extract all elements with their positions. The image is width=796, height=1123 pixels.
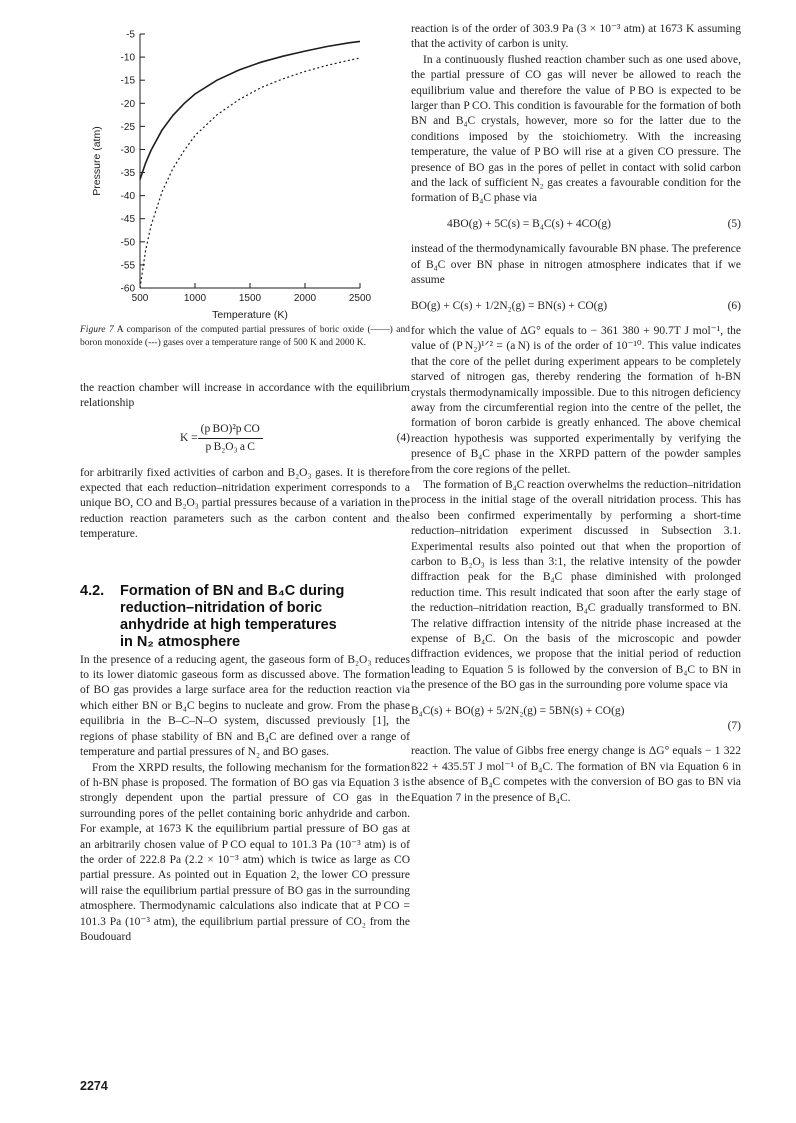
x-axis-label: Temperature (K) [212, 309, 288, 321]
y-tick-label: -15 [120, 75, 135, 87]
right-paragraph-1: reaction is of the order of 303.9 Pa (3 × 10⁻³ atm) at 1673 K assuming that the activity of carbon is unity. [411, 23, 741, 51]
right-paragraph-2: In a continuously flushed reaction chamber such as one used above, the partial pressure of CO gas will never be allowed to reach the equilibrium value and therefore the value of P BO is expected to be larger than P CO. This condition is favourable for the formation of both BN and B₄C crystals, however, more so for the latter due to the conditions imposed by the stoichiometry. With the increasing temperature, the value of P BO will rise at a given CO pressure. The presence of BO gas in the pores of pellet in contact with solid carbon and the lack of sufficient N₂ gas creates a favourable condition for the formation of B₄C phase via [411, 53, 741, 205]
eq4-number: (4) [396, 432, 410, 445]
figure-7 [80, 0, 410, 321]
page-number: 2274 [80, 1079, 108, 1093]
right-column [411, 22, 741, 806]
x-tick-label: 500 [131, 293, 149, 304]
eq4-fraction [198, 422, 263, 456]
left-column [80, 0, 410, 945]
right-paragraph-6: reaction. The value of Gibbs free energy change is ΔG° equals − 1 322 822 + 435.5T J mol⁻¹ of B₄C. The formation of BN via Equation 6 in the absence of B₄C competes with the conversion of BO gas to BN via Equation 7 in the presence of B₄C. [411, 745, 741, 804]
right-paragraph-4: for which the value of ΔG° equals to − 361 380 + 90.7T J mol⁻¹, the value of (P N₂)¹ᐟ² = (a N) is of the order of 10⁻¹⁰. This value indicates that the core of the pellet during experiment appears to be completely starved of nitrogen gas, thereby rendering the formation of h-BN crystals thermodynamically impossible. Due to this nitrogen deficiency away from the circumferential region into the centre of the pellet, the formation of boron carbide is greatly enhanced. The above chemical reaction hypothesis was supported experimentally by verifying the presence of B₄C phase in the XRPD pattern of the powder samples from the core regions of the pellet. [411, 324, 741, 476]
y-tick-label: -60 [120, 283, 135, 295]
heading-line-4: in N₂ atmosphere [120, 633, 241, 650]
y-tick-label: -55 [120, 260, 135, 272]
eq5-number: (5) [727, 217, 741, 230]
y-tick-label: -20 [120, 98, 135, 110]
y-tick-label: -50 [120, 237, 135, 249]
series-line-solid [140, 41, 360, 179]
equation-6 [411, 299, 741, 314]
x-tick-label: 1500 [238, 293, 262, 304]
eq4-numerator: (p BO)²p CO [198, 422, 263, 439]
eq4-lhs: K = [180, 432, 198, 445]
eq5-text: 4BO(g) + 5C(s) = B₄C(s) + 4CO(g) [447, 217, 612, 230]
y-axis-label: Pressure (atm) [91, 126, 103, 196]
section-number: 4.2. [80, 582, 105, 599]
heading-line-2: reduction–nitridation of boric [120, 599, 323, 616]
right-paragraph-5: The formation of B₄C reaction overwhelms the reduction–nitridation process in the initial stage of the overall nitridation process. This has also been confirmed experimentally by performing a short-time reduction–nitridation experiment discussed in Subsection 3.1. Experimental results also pointed out that when the proportion of carbon to B₂O₃ is less than 3:1, the relative intensity of the powder diffraction peak for the B₄C phase diminished with prolonged reduction time. This result indicated that soon after the early stage of the reduction–nitridation reaction, B₄C gradually transformed to BN. The relative diffraction intensity of the nitride phase increased at the expense of B₄C. On the basis of the microscopic and powder diffraction evidences, we propose that the initial period of reduction leading to Equation 5 is followed by the conversion of B₄C to BN in the presence of the BO gas in the surrounding pore volume space via [411, 478, 741, 692]
figure-caption [80, 324, 410, 349]
pressure-temperature-chart [85, 22, 385, 327]
left-paragraph-3: In the presence of a reducing agent, the gaseous form of B₂O₃ reduces to its lower diatomic gaseous form as discussed above. The formation of BO gas provides a large surface area for the reduction reaction via which either BN or B₄C begins to nucleate and grow. From the phase equilibria in the B–C–N–O system, discussed previously [1], the regions of phase stability of BN and B₄C are defined over a range of temperature and partial pressures of N₂ and BO gases. [80, 653, 410, 759]
equation-4 [180, 422, 410, 456]
y-tick-label: -40 [120, 191, 135, 203]
right-paragraph-3: instead of the thermodynamically favourable BN phase. The preference of B₄C over BN phase in nitrogen atmosphere indicates that if we assume [411, 243, 741, 287]
figure-caption-label: Figure 7 [80, 325, 114, 335]
section-heading-4-2 [80, 583, 410, 651]
y-tick-label: -10 [120, 52, 135, 64]
left-paragraph-1: the reaction chamber will increase in accordance with the equilibrium relationship [80, 382, 410, 410]
y-tick-label: -5 [126, 29, 135, 41]
y-tick-label: -35 [120, 168, 135, 180]
figure-caption-text: A comparison of the computed partial pressures of boric oxide (——) and boron monoxide (---) gases over a temperature range of 500 K and 2000 K. [80, 325, 410, 348]
heading-line-3: anhydride at high temperatures [120, 616, 337, 633]
eq6-text: BO(g) + C(s) + 1/2N₂(g) = BN(s) + CO(g) [411, 299, 608, 312]
eq7-number: (7) [727, 720, 741, 733]
heading-line-1: Formation of BN and B₄C during [120, 582, 345, 599]
eq6-number: (6) [727, 299, 741, 312]
x-tick-label: 2500 [348, 293, 372, 304]
series-line-dashed [140, 58, 360, 288]
left-paragraph-2: for arbitrarily fixed activities of carbon and B₂O₃ gases. It is therefore expected that each reduction–nitridation experiment corresponds to a unique BO, CO and B₂O₃ partial pressures because of a variation in the reduction reaction parameters such as the carbon content and the temperature. [80, 466, 410, 541]
left-paragraph-4: From the XRPD results, the following mechanism for the formation of h-BN phase is proposed. The formation of BO gas via Equation 3 is strongly dependent upon the partial pressure of CO gas in the surrounding pores of the pellet containing boric anhydride and carbon. For example, at 1673 K the equilibrium partial pressure of BO gas at an arbitrarily chosen value of P CO equal to 101.3 Pa (10⁻³ atm) is of the order of 222.8 Pa (2.2 × 10⁻³ atm) which is twice as large as CO partial pressure. As pointed out in Equation 2, the lower CO pressure will raise the equilibrium partial pressure of BO gas in the surrounding atmosphere. Thermodynamic calculations also indicate that at P CO = 101.3 Pa (10⁻³ atm), the equilibrium partial pressure of CO₂ from the Boudouard [80, 761, 410, 943]
eq7-text: B₄C(s) + BO(g) + 5/2N₂(g) = 5BN(s) + CO(g) [411, 704, 625, 717]
x-tick-label: 1000 [183, 293, 207, 304]
eq4-denominator: p B₂O₃ a C [205, 441, 255, 454]
y-tick-label: -25 [120, 121, 135, 133]
equation-5 [447, 217, 741, 232]
y-tick-label: -30 [120, 144, 135, 156]
equation-7 [411, 704, 741, 735]
y-tick-label: -45 [120, 214, 135, 226]
x-tick-label: 2000 [293, 293, 317, 304]
